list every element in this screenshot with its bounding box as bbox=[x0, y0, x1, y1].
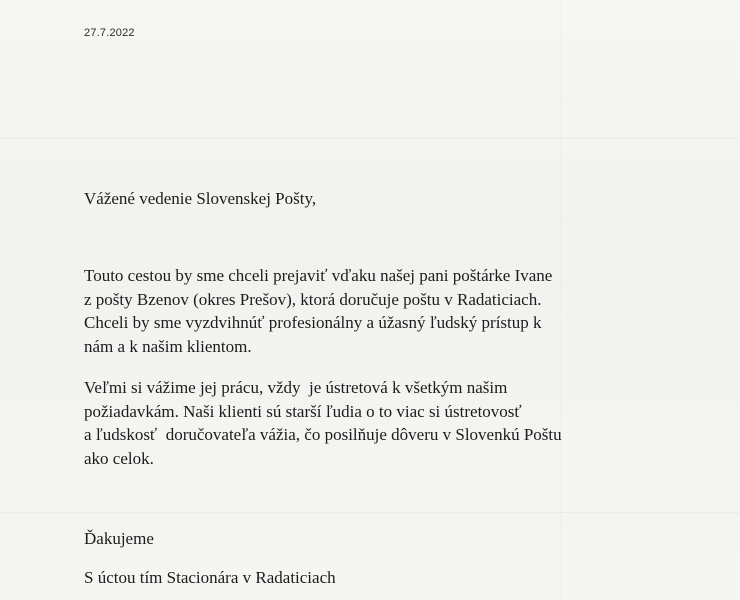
paragraph-line: z pošty Bzenov (okres Prešov), ktorá doručuje poštu v Radaticiach. bbox=[84, 289, 542, 309]
paragraph-line: a ľudskosť doručovateľa vážia, čo posilňuje dôveru v Slovenkú Poštu bbox=[84, 425, 562, 444]
letter-paragraph-2 bbox=[84, 376, 684, 470]
paragraph-line: ako celok. bbox=[84, 448, 154, 468]
paragraph-line: Touto cestou by sme chceli prejaviť vďaku našej pani poštárke Ivane bbox=[84, 266, 553, 285]
letter-date: 27.7.2022 bbox=[84, 27, 135, 39]
letter-signoff: S úctou tím Stacionára v Radaticiach bbox=[84, 568, 336, 587]
paper-crease bbox=[0, 138, 740, 139]
paper-crease bbox=[0, 512, 740, 513]
paragraph-line: Chceli by sme vyzdvihnúť profesionálny a úžasný ľudský prístup k bbox=[84, 313, 542, 332]
paragraph-line: nám a k našim klientom. bbox=[84, 336, 252, 356]
paragraph-line: požiadavkám. Naši klienti sú starší ľudia o to viac si ústretovosť bbox=[84, 401, 522, 421]
paragraph-line: Veľmi si vážime jej prácu, vždy je ústretová k všetkým našim bbox=[84, 378, 508, 397]
letter-thanks: Ďakujeme bbox=[84, 529, 154, 548]
letter-salutation: Vážené vedenie Slovenskej Pošty, bbox=[84, 189, 317, 208]
letter-paragraph-1 bbox=[84, 264, 684, 358]
